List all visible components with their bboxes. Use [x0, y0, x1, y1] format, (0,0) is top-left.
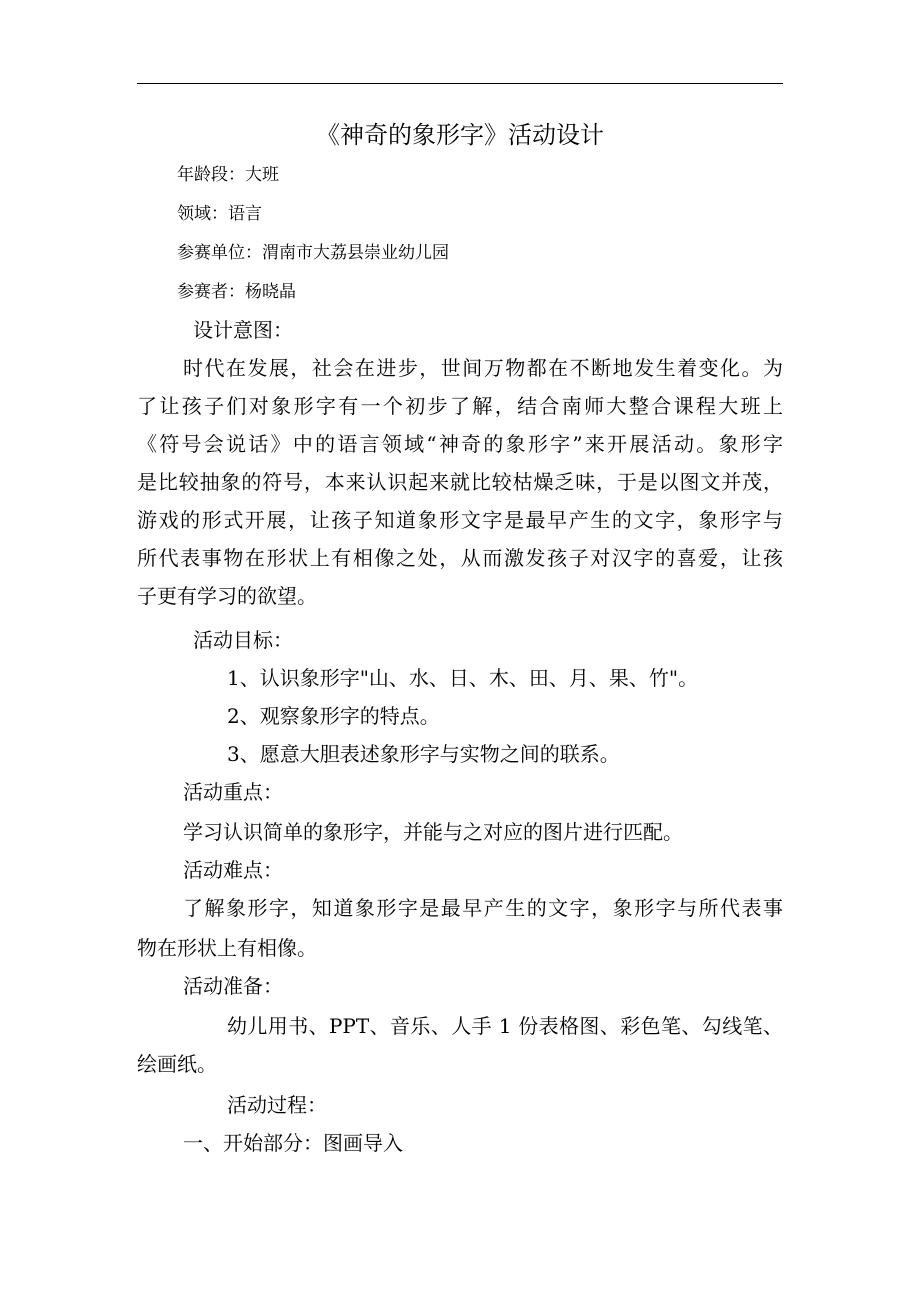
paragraph-line: 所代表事物在形状上有相像之处，从而激发孩子对汉字的喜爱，让孩: [137, 546, 783, 570]
goal-item: 3、愿意大胆表述象形字与实物之间的联系。: [227, 742, 620, 766]
process-part1: 一、开始部分：图画导入: [183, 1131, 403, 1155]
difficulty-heading: 活动难点：: [183, 858, 283, 882]
preparation-line: 绘画纸。: [137, 1052, 217, 1076]
paragraph-line: 游戏的形式开展，让孩子知道象形文字是最早产生的文字，象形字与: [137, 508, 783, 532]
process-heading: 活动过程：: [227, 1093, 327, 1117]
document-title: 《神奇的象形字》活动设计: [316, 121, 604, 149]
goal-item: 2、观察象形字的特点。: [227, 704, 440, 728]
paragraph-line: 是比较抽象的符号，本来认识起来就比较枯燥乏味，于是以图文并茂，: [137, 470, 783, 494]
goals-heading: 活动目标：: [193, 628, 293, 652]
difficulty-line: 了解象形字，知道象形字是最早产生的文字，象形字与所代表事: [183, 896, 783, 920]
paragraph-line: 时代在发展，社会在进步，世间万物都在不断地发生着变化。为: [183, 356, 783, 380]
preparation-line: 幼儿用书、PPT、音乐、人手 1 份表格图、彩色笔、勾线笔、: [227, 1014, 783, 1038]
paragraph-line: 了让孩子们对象形字有一个初步了解，结合南师大整合课程大班上: [137, 394, 783, 418]
meta-unit: 参赛单位：渭南市大荔县崇业幼儿园: [177, 243, 449, 263]
goal-item: 1、认识象形字"山、水、日、木、田、月、果、竹"。: [227, 666, 699, 690]
paragraph-line: 子更有学习的欲望。: [137, 584, 317, 608]
difficulty-line: 物在形状上有相像。: [137, 936, 317, 960]
key-point-heading: 活动重点：: [183, 780, 283, 804]
key-point-text: 学习认识简单的象形字，并能与之对应的图片进行匹配。: [183, 820, 683, 844]
paragraph-line: 《符号会说话》中的语言领域“神奇的象形字”来开展活动。象形字: [137, 432, 783, 456]
meta-age-group: 年龄段：大班: [177, 165, 279, 185]
preparation-heading: 活动准备：: [183, 974, 283, 998]
meta-author: 参赛者：杨晓晶: [177, 282, 296, 302]
header-rule: [137, 83, 783, 84]
design-intent-heading: 设计意图：: [193, 318, 293, 342]
meta-domain: 领域：语言: [177, 204, 262, 224]
